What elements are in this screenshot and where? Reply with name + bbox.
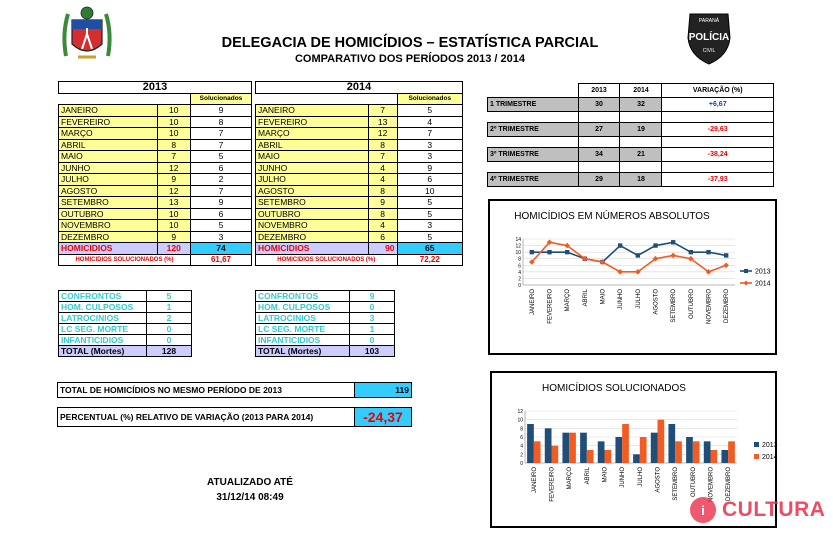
table-row bbox=[59, 128, 252, 140]
bar bbox=[651, 433, 658, 463]
updated-date: 31/12/14 08:49 bbox=[216, 492, 284, 503]
data-point bbox=[618, 243, 622, 247]
y-tick-label: 10 bbox=[515, 250, 521, 257]
death-type-label: INFANTICIDIOS bbox=[59, 335, 147, 346]
table-row bbox=[59, 231, 252, 243]
bar bbox=[633, 454, 640, 463]
table-row bbox=[488, 123, 774, 137]
death-type-value: 0 bbox=[350, 302, 395, 313]
month-label: JULHO bbox=[256, 174, 369, 186]
month-solved: 3 bbox=[397, 139, 462, 151]
bar bbox=[704, 441, 711, 463]
month-label: JANEIRO bbox=[256, 105, 369, 117]
y-tick-label: 8 bbox=[520, 426, 523, 433]
month-value: 10 bbox=[157, 208, 190, 220]
y-tick-label: 8 bbox=[518, 256, 521, 263]
data-point bbox=[565, 250, 569, 254]
y-tick-label: 6 bbox=[520, 435, 523, 441]
bar bbox=[721, 450, 728, 463]
month-value: 12 bbox=[368, 128, 397, 140]
month-value: 4 bbox=[368, 220, 397, 232]
table-row bbox=[256, 220, 463, 232]
data-point bbox=[671, 240, 675, 244]
table-row bbox=[59, 302, 192, 313]
month-label: DEZEMBRO bbox=[59, 231, 158, 243]
table-row bbox=[256, 208, 463, 220]
data-point bbox=[706, 250, 710, 254]
badge-main-text: POLÍCIA bbox=[688, 32, 730, 43]
same-period-value: 119 bbox=[355, 383, 412, 398]
legend-marker bbox=[744, 269, 748, 273]
table-row bbox=[488, 98, 774, 112]
bar bbox=[552, 446, 559, 463]
month-label: JUNHO bbox=[59, 162, 158, 174]
solved-pct-value: 72,22 bbox=[397, 254, 462, 266]
legend-label: 2014 bbox=[755, 280, 771, 288]
death-type-label: LC SEG. MORTE bbox=[59, 324, 147, 335]
month-label: ABRIL bbox=[59, 139, 158, 151]
deaths-total-value: 128 bbox=[147, 346, 192, 357]
month-solved: 9 bbox=[190, 197, 251, 209]
updated-label: ATUALIZADO ATÉ bbox=[207, 477, 293, 488]
col-2014: 2014 bbox=[620, 84, 662, 98]
month-value: 10 bbox=[157, 128, 190, 140]
year-header: 2013 bbox=[59, 82, 252, 94]
page-subtitle: COMPARATIVO DOS PERÍODOS 2013 / 2014 bbox=[294, 53, 526, 65]
month-solved: 6 bbox=[190, 162, 251, 174]
table-row bbox=[488, 173, 774, 187]
y-tick-label: 2 bbox=[520, 452, 523, 459]
bar bbox=[569, 433, 576, 463]
month-label: JULHO bbox=[59, 174, 158, 186]
death-type-label: LATROCINIOS bbox=[59, 313, 147, 324]
month-value: 10 bbox=[157, 105, 190, 117]
death-type-value: 5 bbox=[147, 291, 192, 302]
table-row bbox=[59, 105, 252, 117]
quarter-2014: 18 bbox=[620, 173, 662, 187]
table-row bbox=[256, 197, 463, 209]
x-tick-label: OUTUBRO bbox=[690, 467, 697, 497]
death-type-label: LC SEG. MORTE bbox=[256, 324, 350, 335]
table-row bbox=[59, 162, 252, 174]
total-value: 120 bbox=[157, 243, 190, 255]
svg-text:i: i bbox=[701, 503, 705, 518]
monthly-table-2013 bbox=[58, 81, 252, 266]
data-point bbox=[723, 262, 729, 268]
month-solved: 7 bbox=[190, 185, 251, 197]
x-tick-label: AGOSTO bbox=[653, 289, 660, 315]
same-period-label: TOTAL DE HOMICÍDIOS NO MESMO PERÍODO DE 2013 bbox=[58, 383, 355, 398]
month-label: MARÇO bbox=[59, 128, 158, 140]
policia-civil-badge-logo bbox=[684, 8, 734, 66]
x-tick-label: NOVEMBRO bbox=[708, 467, 715, 503]
death-type-value: 2 bbox=[147, 313, 192, 324]
month-solved: 8 bbox=[190, 116, 251, 128]
quarter-label: 4º TRIMESTRE bbox=[488, 173, 579, 187]
deaths-table-2013 bbox=[58, 290, 192, 357]
x-tick-label: DEZEMBRO bbox=[724, 289, 731, 324]
quarter-2013: 29 bbox=[578, 173, 620, 187]
bar bbox=[562, 433, 569, 463]
x-tick-label: SETEMBRO bbox=[673, 467, 680, 501]
month-solved: 5 bbox=[397, 208, 462, 220]
y-tick-label: 4 bbox=[520, 443, 523, 450]
death-type-label: CONFRONTOS bbox=[59, 291, 147, 302]
month-solved: 7 bbox=[397, 128, 462, 140]
month-label: MARÇO bbox=[256, 128, 369, 140]
month-label: AGOSTO bbox=[59, 185, 158, 197]
table-row bbox=[256, 139, 463, 151]
death-type-value: 0 bbox=[350, 335, 395, 346]
table-row bbox=[256, 313, 395, 324]
death-type-value: 1 bbox=[350, 324, 395, 335]
month-solved: 2 bbox=[190, 174, 251, 186]
quarter-2013: 27 bbox=[578, 123, 620, 137]
legend-label: 2013 bbox=[762, 442, 778, 449]
table-row bbox=[59, 151, 252, 163]
legend-swatch bbox=[754, 442, 759, 447]
month-label: ABRIL bbox=[256, 139, 369, 151]
year-header: 2014 bbox=[256, 82, 463, 94]
quarter-variation: -29,63 bbox=[662, 123, 774, 137]
table-row bbox=[256, 302, 395, 313]
month-value: 8 bbox=[368, 208, 397, 220]
death-type-value: 3 bbox=[350, 313, 395, 324]
total-label: HOMICIDIOS bbox=[256, 243, 369, 255]
y-tick-label: 6 bbox=[518, 263, 521, 270]
month-value: 4 bbox=[368, 174, 397, 186]
deaths-total-label: TOTAL (Mortes) bbox=[59, 346, 147, 357]
x-tick-label: JUNHO bbox=[620, 467, 627, 488]
table-row bbox=[59, 208, 252, 220]
bar bbox=[598, 441, 605, 463]
death-type-label: HOM. CULPOSOS bbox=[256, 302, 350, 313]
death-type-label: HOM. CULPOSOS bbox=[59, 302, 147, 313]
death-type-value: 0 bbox=[147, 335, 192, 346]
total-value: 90 bbox=[368, 243, 397, 255]
month-solved: 9 bbox=[190, 105, 251, 117]
x-tick-label: JUNHO bbox=[618, 289, 625, 310]
bar bbox=[534, 441, 541, 463]
bar bbox=[686, 437, 693, 463]
bar bbox=[615, 437, 622, 463]
month-solved: 6 bbox=[397, 174, 462, 186]
month-label: JUNHO bbox=[256, 162, 369, 174]
death-type-value: 0 bbox=[147, 324, 192, 335]
month-label: SETEMBRO bbox=[256, 197, 369, 209]
variation-value: -24,37 bbox=[355, 408, 412, 427]
x-tick-label: AGOSTO bbox=[655, 467, 662, 493]
quarter-label: 2º TRIMESTRE bbox=[488, 123, 579, 137]
deaths-total-label: TOTAL (Mortes) bbox=[256, 346, 350, 357]
data-point bbox=[530, 250, 534, 254]
legend-swatch bbox=[754, 454, 759, 459]
month-value: 13 bbox=[368, 116, 397, 128]
month-label: FEVEREIRO bbox=[59, 116, 158, 128]
month-value: 7 bbox=[368, 105, 397, 117]
month-label: MAIO bbox=[256, 151, 369, 163]
total-label: HOMICIDIOS bbox=[59, 243, 158, 255]
data-point bbox=[670, 253, 676, 259]
table-row bbox=[256, 291, 395, 302]
deaths-total-value: 103 bbox=[350, 346, 395, 357]
month-value: 13 bbox=[157, 197, 190, 209]
month-solved: 3 bbox=[397, 220, 462, 232]
data-point bbox=[547, 250, 551, 254]
table-row bbox=[59, 324, 192, 335]
y-tick-label: 0 bbox=[518, 283, 521, 289]
table-row bbox=[488, 148, 774, 162]
quarter-variation: -38,24 bbox=[662, 148, 774, 162]
solved-header: Solucionados bbox=[397, 93, 462, 105]
quarter-variation: -37,93 bbox=[662, 173, 774, 187]
series-line-2014 bbox=[532, 242, 726, 272]
y-tick-label: 12 bbox=[515, 243, 521, 250]
x-tick-label: MAIO bbox=[602, 467, 609, 483]
y-tick-label: 2 bbox=[518, 276, 521, 283]
table-row bbox=[256, 185, 463, 197]
table-row bbox=[59, 197, 252, 209]
month-solved: 7 bbox=[190, 139, 251, 151]
x-tick-label: MARÇO bbox=[567, 467, 574, 490]
quarter-2014: 32 bbox=[620, 98, 662, 112]
month-label: FEVEREIRO bbox=[256, 116, 369, 128]
bar bbox=[545, 428, 552, 463]
month-label: JANEIRO bbox=[59, 105, 158, 117]
legend-label: 2014 bbox=[762, 454, 778, 461]
month-value: 7 bbox=[368, 151, 397, 163]
table-row bbox=[256, 116, 463, 128]
cultura-text: CULTURA bbox=[722, 498, 826, 521]
month-value: 6 bbox=[368, 231, 397, 243]
month-solved: 5 bbox=[190, 220, 251, 232]
quarter-2013: 30 bbox=[578, 98, 620, 112]
data-point bbox=[724, 253, 728, 257]
variation-percentage bbox=[57, 407, 412, 427]
y-tick-label: 14 bbox=[515, 237, 521, 243]
bar bbox=[622, 424, 629, 463]
bar bbox=[668, 424, 675, 463]
deaths-table-2014 bbox=[255, 290, 395, 357]
quarter-2014: 21 bbox=[620, 148, 662, 162]
month-solved: 10 bbox=[397, 185, 462, 197]
month-label: AGOSTO bbox=[256, 185, 369, 197]
total-solved: 65 bbox=[397, 243, 462, 255]
table-row bbox=[59, 313, 192, 324]
month-value: 8 bbox=[157, 139, 190, 151]
x-tick-label: FEVEREIRO bbox=[547, 289, 554, 324]
x-tick-label: MARÇO bbox=[565, 289, 572, 312]
month-value: 10 bbox=[157, 220, 190, 232]
quarter-2013: 34 bbox=[578, 148, 620, 162]
month-label: OUTUBRO bbox=[256, 208, 369, 220]
page-title: DELEGACIA DE HOMICÍDIOS – ESTATÍSTICA PARCIAL bbox=[221, 35, 599, 51]
spacer-row bbox=[488, 137, 774, 148]
solved-header: Solucionados bbox=[190, 93, 251, 105]
bar bbox=[605, 450, 612, 463]
month-value: 7 bbox=[157, 151, 190, 163]
cultura-watermark bbox=[688, 495, 825, 525]
month-value: 8 bbox=[368, 139, 397, 151]
data-point bbox=[689, 250, 693, 254]
spacer-row bbox=[488, 112, 774, 123]
y-tick-label: 4 bbox=[518, 269, 521, 276]
badge-bottom-text: CIVIL bbox=[702, 48, 716, 54]
x-tick-label: JANEIRO bbox=[531, 467, 538, 494]
spacer-row bbox=[488, 162, 774, 173]
death-type-label: INFANTICIDIOS bbox=[256, 335, 350, 346]
solved-pct-value: 61,67 bbox=[190, 254, 251, 266]
month-value: 9 bbox=[368, 197, 397, 209]
quarter-variation: +6,67 bbox=[662, 98, 774, 112]
month-solved: 5 bbox=[397, 197, 462, 209]
data-point bbox=[653, 243, 657, 247]
month-solved: 3 bbox=[190, 231, 251, 243]
bar bbox=[693, 441, 700, 463]
x-tick-label: JULHO bbox=[635, 289, 642, 309]
table-row bbox=[59, 116, 252, 128]
monthly-table-2014 bbox=[255, 81, 463, 266]
death-type-label: CONFRONTOS bbox=[256, 291, 350, 302]
table-row bbox=[256, 324, 395, 335]
x-tick-label: NOVEMBRO bbox=[706, 289, 713, 325]
bar bbox=[587, 450, 594, 463]
data-point bbox=[636, 253, 640, 257]
x-tick-label: DEZEMBRO bbox=[726, 467, 733, 502]
table-row bbox=[256, 174, 463, 186]
x-tick-label: OUTUBRO bbox=[688, 289, 695, 319]
death-type-label: LATROCINIOS bbox=[256, 313, 350, 324]
chart-title: HOMICÍDIOS SOLUCIONADOS bbox=[542, 383, 686, 394]
month-solved: 5 bbox=[190, 151, 251, 163]
bar bbox=[640, 437, 647, 463]
quarter-2014: 19 bbox=[620, 123, 662, 137]
bar bbox=[711, 450, 718, 463]
legend-marker bbox=[744, 281, 749, 286]
table-row bbox=[59, 185, 252, 197]
bar bbox=[527, 424, 534, 463]
month-label: DEZEMBRO bbox=[256, 231, 369, 243]
month-solved: 9 bbox=[397, 162, 462, 174]
quarter-label: 3º TRIMESTRE bbox=[488, 148, 579, 162]
y-tick-label: 0 bbox=[520, 461, 523, 467]
month-label: MAIO bbox=[59, 151, 158, 163]
month-solved: 5 bbox=[397, 105, 462, 117]
bar bbox=[658, 420, 665, 463]
table-row bbox=[256, 231, 463, 243]
table-row bbox=[59, 139, 252, 151]
x-tick-label: FEVEREIRO bbox=[549, 467, 556, 502]
x-tick-label: ABRIL bbox=[584, 467, 591, 485]
line-chart bbox=[490, 201, 775, 353]
table-row bbox=[256, 105, 463, 117]
table-row bbox=[256, 128, 463, 140]
solved-pct-label: HOMICIDIOS SOLUCIONADOS (%) bbox=[256, 254, 398, 266]
y-tick-label: 12 bbox=[517, 409, 523, 415]
month-value: 9 bbox=[157, 231, 190, 243]
month-value: 12 bbox=[157, 162, 190, 174]
parana-coat-of-arms-logo bbox=[58, 4, 116, 66]
x-tick-label: SETEMBRO bbox=[671, 289, 678, 323]
x-tick-label: ABRIL bbox=[582, 289, 589, 307]
x-tick-label: MAIO bbox=[600, 289, 607, 305]
variation-label: PERCENTUAL (%) RELATIVO DE VARIAÇÃO (2013 PARA 2014) bbox=[58, 408, 355, 427]
bar bbox=[675, 441, 682, 463]
table-row bbox=[59, 335, 192, 346]
col-variation: VARIAÇÃO (%) bbox=[662, 84, 774, 98]
col-2013: 2013 bbox=[578, 84, 620, 98]
quarter-label: 1 TRIMESTRE bbox=[488, 98, 579, 112]
month-value: 9 bbox=[157, 174, 190, 186]
table-row bbox=[256, 151, 463, 163]
table-row bbox=[256, 162, 463, 174]
month-solved: 3 bbox=[397, 151, 462, 163]
y-tick-label: 10 bbox=[517, 417, 523, 424]
month-value: 4 bbox=[368, 162, 397, 174]
line-chart-panel bbox=[488, 199, 777, 355]
total-solved: 74 bbox=[190, 243, 251, 255]
month-label: NOVEMBRO bbox=[256, 220, 369, 232]
quarter-comparison-table bbox=[487, 83, 774, 187]
death-type-value: 9 bbox=[350, 291, 395, 302]
table-row bbox=[59, 220, 252, 232]
month-value: 10 bbox=[157, 116, 190, 128]
bar bbox=[728, 441, 735, 463]
table-row bbox=[59, 291, 192, 302]
month-solved: 6 bbox=[190, 208, 251, 220]
x-tick-label: JANEIRO bbox=[529, 289, 536, 316]
month-solved: 7 bbox=[190, 128, 251, 140]
table-row bbox=[256, 335, 395, 346]
month-label: NOVEMBRO bbox=[59, 220, 158, 232]
cultura-logo-icon bbox=[688, 495, 718, 525]
badge-top-text: PARANÁ bbox=[698, 18, 720, 24]
month-label: OUTUBRO bbox=[59, 208, 158, 220]
x-tick-label: JULHO bbox=[637, 467, 644, 487]
table-row bbox=[59, 174, 252, 186]
same-period-total bbox=[57, 382, 412, 398]
month-value: 8 bbox=[368, 185, 397, 197]
month-label: SETEMBRO bbox=[59, 197, 158, 209]
month-solved: 5 bbox=[397, 231, 462, 243]
bar bbox=[580, 433, 587, 463]
solved-pct-label: HOMICIDIOS SOLUCIONADOS (%) bbox=[59, 254, 191, 266]
month-solved: 4 bbox=[397, 116, 462, 128]
chart-title: HOMICÍDIOS EM NÚMEROS ABSOLUTOS bbox=[514, 211, 710, 222]
legend-label: 2013 bbox=[755, 268, 771, 276]
death-type-value: 1 bbox=[147, 302, 192, 313]
month-value: 12 bbox=[157, 185, 190, 197]
